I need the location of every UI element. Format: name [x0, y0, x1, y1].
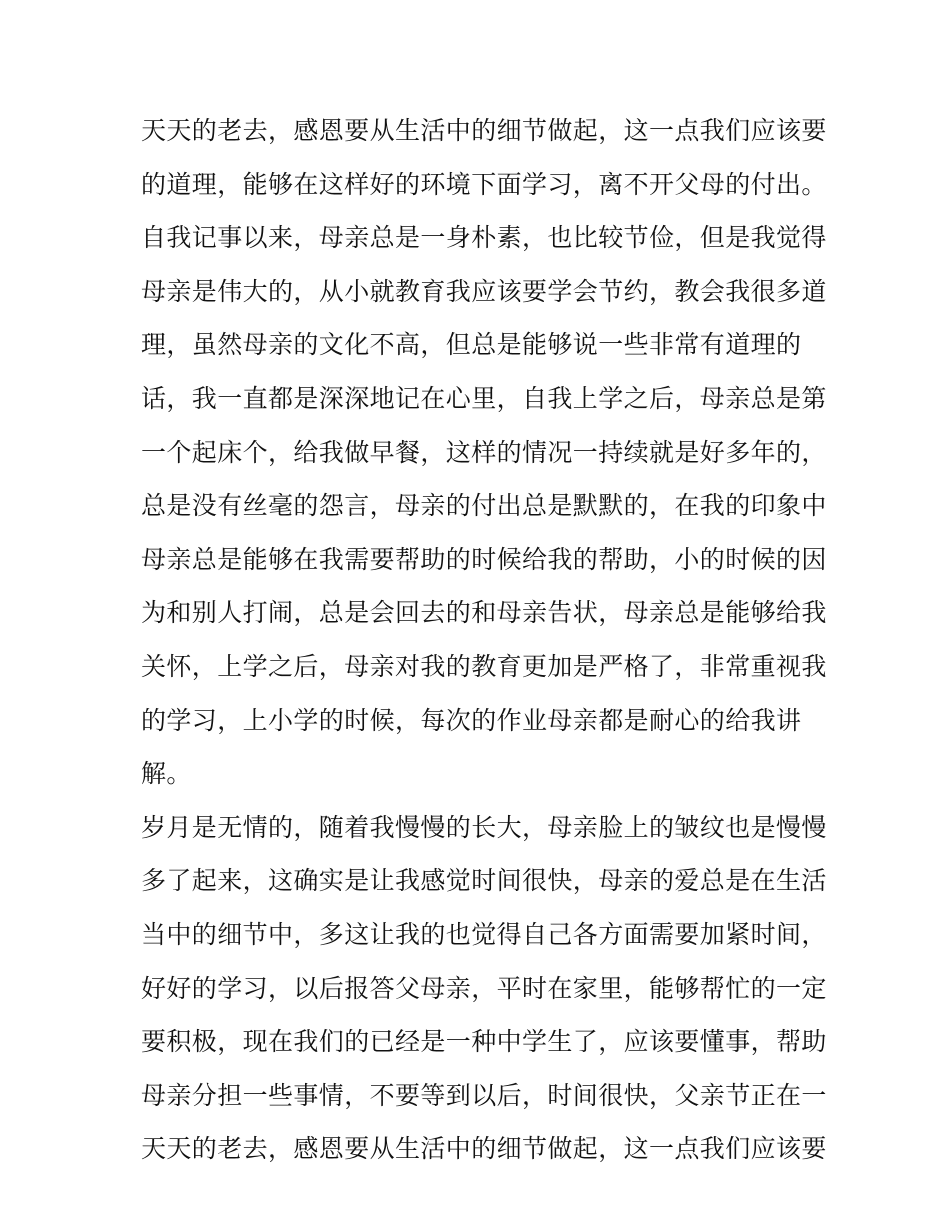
- body-text: [141, 104, 827, 1176]
- text-line: 好好的学习，以后报答父母亲，平时在家里，能够帮忙的一定: [141, 973, 827, 1003]
- text-line: 关怀，上学之后，母亲对我的教育更加是严格了，非常重视我: [141, 651, 827, 681]
- text-line: 理，虽然母亲的文化不高，但总是能够说一些非常有道理的: [141, 330, 802, 360]
- text-line: 天天的老去，感恩要从生活中的细节做起，这一点我们应该要: [141, 116, 827, 145]
- text-line: 天天的老去，感恩要从生活中的细节做起，这一点我们应该要: [141, 1134, 827, 1164]
- text-line: 话，我一直都是深深地记在心里，自我上学之后，母亲总是第: [141, 383, 827, 413]
- text-line: 当中的细节中，多这让我的也觉得自己各方面需要加紧时间，: [141, 919, 827, 949]
- text-line: 要积极，现在我们的已经是一种中学生了，应该要懂事，帮助: [141, 1027, 827, 1057]
- text-line: 的学习，上小学的时候，每次的作业母亲都是耐心的给我讲: [141, 705, 802, 735]
- text-line: 母亲分担一些事情，不要等到以后，时间很快，父亲节正在一: [141, 1080, 827, 1110]
- text-line: 为和别人打闹，总是会回去的和母亲告状，母亲总是能够给我: [141, 598, 827, 628]
- text-line: 的道理，能够在这样好的环境下面学习，离不开父母的付出。: [141, 169, 827, 199]
- text-line: 多了起来，这确实是让我感觉时间很快，母亲的爱总是在生活: [141, 866, 827, 896]
- text-line: 母亲是伟大的，从小就教育我应该要学会节约，教会我很多道: [141, 276, 827, 306]
- text-line: 母亲总是能够在我需要帮助的时候给我的帮助，小的时候的因: [141, 544, 827, 574]
- text-line: 一个起床个，给我做早餐，这样的情况一持续就是好多年的，: [141, 437, 827, 467]
- text-line: 自我记事以来，母亲总是一身朴素，也比较节俭，但是我觉得: [141, 223, 827, 253]
- text-line: 总是没有丝毫的怨言，母亲的付出总是默默的，在我的印象中: [141, 491, 827, 521]
- text-line: 岁月是无情的，随着我慢慢的长大，母亲脸上的皱纹也是慢慢: [141, 812, 827, 842]
- text-line: 解。: [141, 759, 192, 789]
